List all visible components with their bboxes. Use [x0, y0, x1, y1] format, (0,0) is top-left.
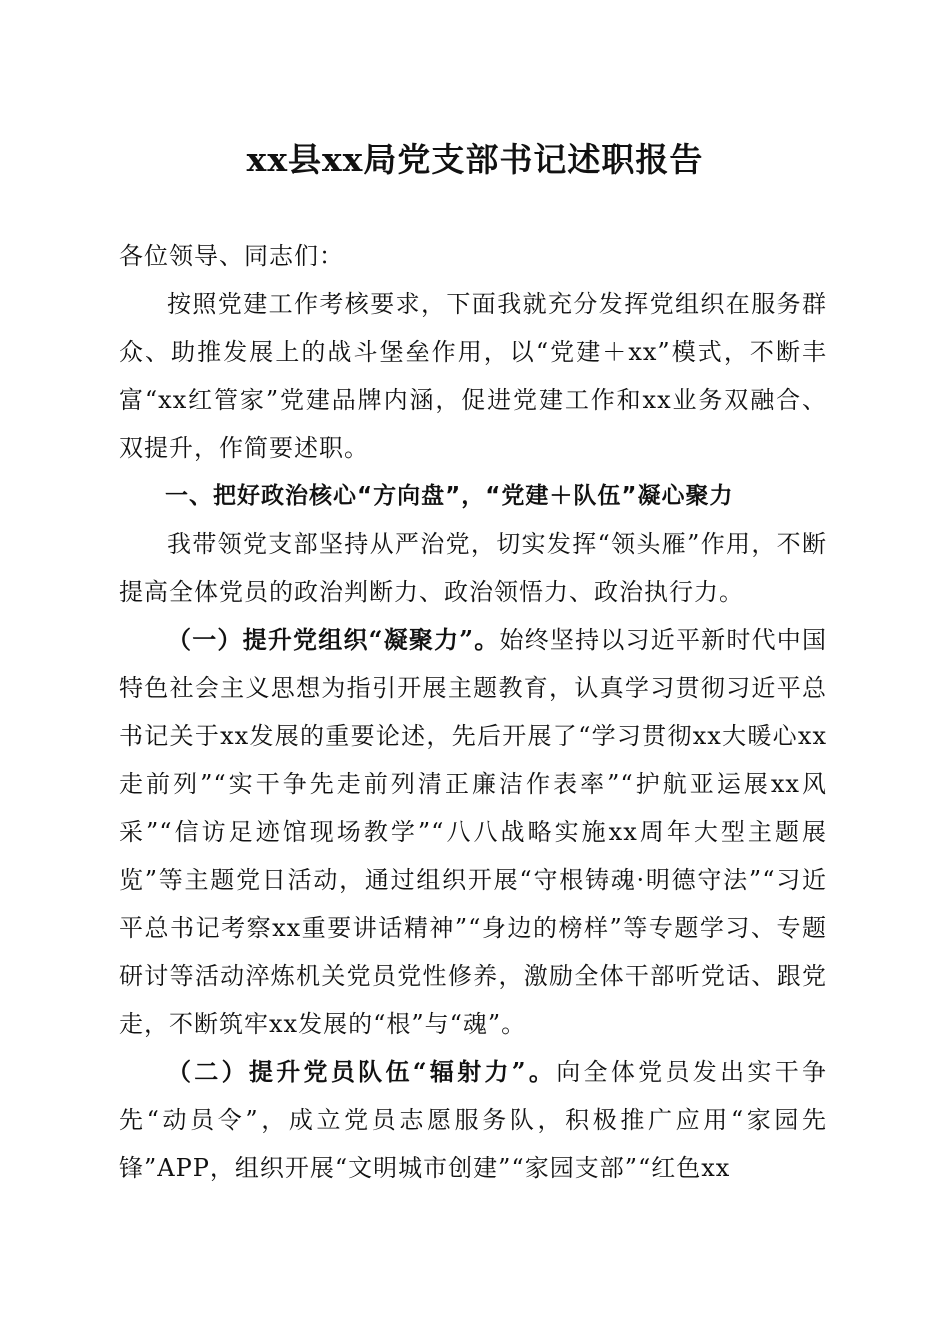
subsection-1-paragraph [119, 616, 827, 1048]
document-title: xx县xx局党支部书记述职报告 [246, 140, 704, 179]
document-body [119, 232, 827, 1192]
subsection-2-heading: （二）提升党员队伍“辐射力”。 [167, 1057, 557, 1086]
salutation: 各位领导、同志们： [119, 242, 344, 270]
subsection-2-paragraph [119, 1048, 827, 1192]
section-1-heading: 一、把好政治核心“方向盘”，“党建＋队伍”凝心聚力 [165, 483, 734, 509]
section-1-paragraph: 我带领党支部坚持从严治党，切实发挥“领头雁”作用，不断提高全体党员的政治判断力、政治领悟力、政治执行力。 [119, 530, 827, 606]
subsection-1-heading: （一）提升党组织“凝聚力”。 [167, 625, 500, 654]
intro-paragraph: 按照党建工作考核要求，下面我就充分发挥党组织在服务群众、助推发展上的战斗堡垒作用，以“党建＋xx”模式，不断丰富“xx红管家”党建品牌内涵，促进党建工作和xx业务双融合、双提升，作简要述职。 [119, 290, 827, 462]
subsection-1-text: 始终坚持以习近平新时代中国特色社会主义思想为指引开展主题教育，认真学习贯彻习近平总书记关于xx发展的重要论述，先后开展了“学习贯彻xx大暖心xx走前列”“实干争先走前列清正廉洁作表率”“护航亚运展xx风采”“信访足迹馆现场教学”“八八战略实施xx周年大型主题展览”等主题党日活动，通过组织开展“守根铸魂·明德守法”“习近平总书记考察xx重要讲话精神”“身边的榜样”等专题学习、专题研讨等活动淬炼机关党员党性修养，激励全体干部听党话、跟党走，不断筑牢xx发展的“根”与“魂”。 [119, 626, 828, 1038]
subsection-2-text: 向全体党员发出实干争先“动员令”，成立党员志愿服务队，积极推广应用“家园先锋”APP，组织开展“文明城市创建”“家园支部”“红色xx [119, 1058, 828, 1182]
